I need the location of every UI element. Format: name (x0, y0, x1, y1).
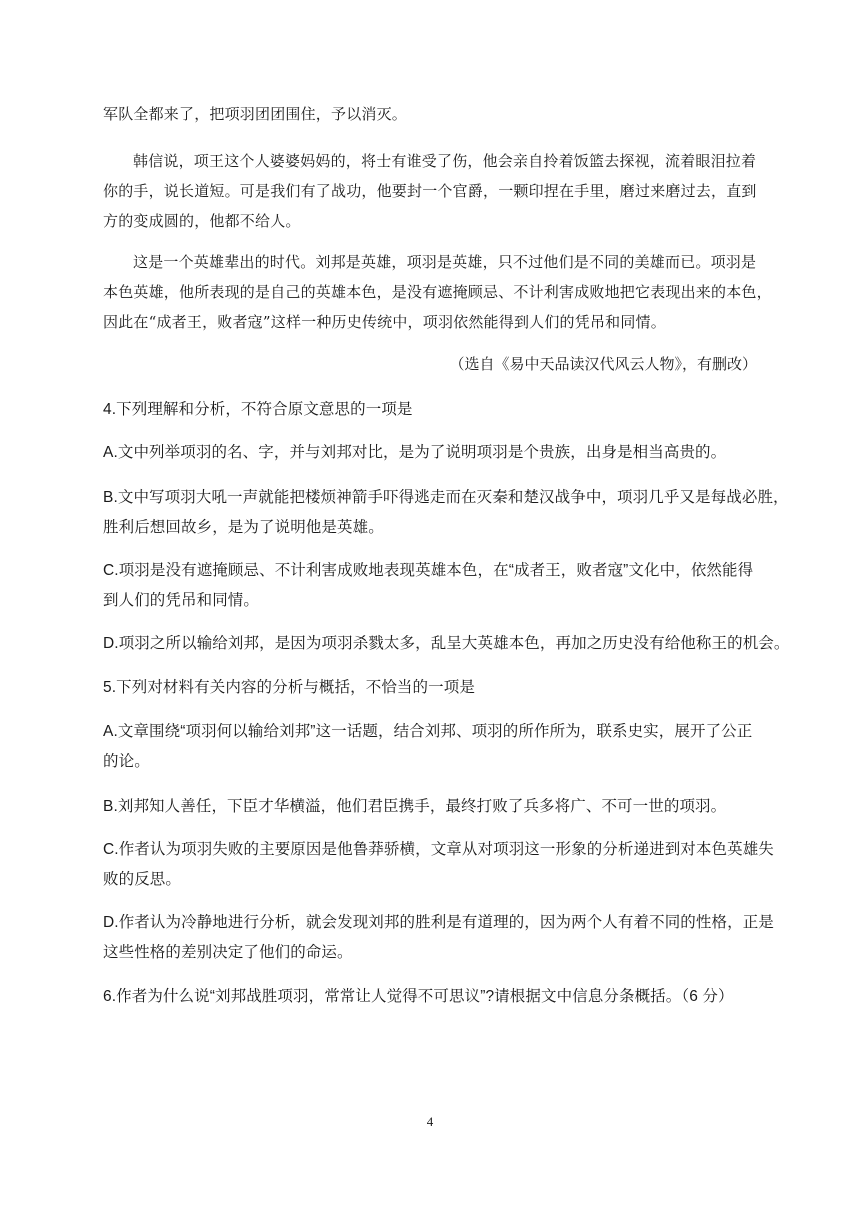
passage-line: 韩信说，项王这个人婆婆妈妈的，将士有谁受了伤，他会亲自拎着饭篮去探视，流着眼泪拉着 (133, 152, 757, 170)
question-5-option-b: B.刘邦知人善任，下臣才华横溢，他们君臣携手，最终打败了兵多将广、不可一世的项羽。 (103, 798, 727, 815)
question-5-option-d: D.作者认为冷静地进行分析，就会发现刘邦的胜利是有道理的，因为两个人有着不同的性格，正是 (103, 914, 774, 931)
page-number: 4 (426, 1114, 434, 1129)
question-4-option-a: A.文中列举项羽的名、字，并与刘邦对比，是为了说明项羽是个贵族，出身是相当高贵的。 (103, 444, 727, 461)
passage-line: 这是一个英雄辈出的时代。刘邦是英雄，项羽是英雄，只不过他们是不同的美雄而已。项羽是 (133, 253, 757, 271)
question-4-option-b-cont: 胜利后想回故乡，是为了说明他是英雄。 (103, 519, 384, 536)
question-5-option-c-cont: 败的反思。 (103, 871, 182, 888)
question-5-option-c: C.作者认为项羽失败的主要原因是他鲁莽骄横，文章从对项羽这一形象的分析递进到对本色英雄失 (103, 841, 774, 858)
source-citation: （选自《易中天品读汉代风云人物》，有删改） (449, 355, 757, 373)
question-4-stem: 4.下列理解和分析，不符合原文意思的一项是 (103, 401, 413, 418)
question-6-stem: 6.作者为什么说“刘邦战胜项羽，常常让人觉得不可思议”?请根据文中信息分条概括。（6 分） (103, 988, 734, 1005)
question-5-option-a-cont: 的论。 (103, 753, 150, 770)
passage-line: 因此在“成者王，败者寇”这样一种历史传统中，项羽依然能得到人们的凭吊和同情。 (103, 313, 666, 331)
passage-line: 方的变成圆的，他都不给人。 (103, 212, 301, 230)
question-4-option-d: D.项羽之所以输给刘邦，是因为项羽杀戮太多，乱呈大英雄本色，再加之历史没有给他称王的机会。 (103, 635, 790, 652)
question-4-option-b: B.文中写项羽大吼一声就能把楼烦神箭手吓得逃走而在灭秦和楚汉战争中，项羽几乎又是每战必胜， (103, 489, 789, 506)
passage-line: 军队全都来了，把项羽团团围住，予以消灭。 (103, 105, 408, 123)
passage-line: 本色英雄，他所表现的是自己的英雄本色，是没有遮掩顾忌、不计利害成败地把它表现出来的本色， (103, 283, 772, 301)
question-5-option-a: A.文章围绕“项羽何以输给刘邦”这一话题，结合刘邦、项羽的所作所为，联系史实，展开了公正 (103, 723, 753, 740)
passage-line: 你的手，说长道短。可是我们有了战功，他要封一个官爵，一颗印捏在手里，磨过来磨过去，直到 (103, 182, 757, 200)
question-4-option-c: C.项羽是没有遮掩顾忌、不计利害成败地表现英雄本色，在“成者王，败者寇”文化中，依然能得 (103, 562, 754, 579)
question-5-stem: 5.下列对材料有关内容的分析与概括，不恰当的一项是 (103, 679, 475, 696)
question-4-option-c-cont: 到人们的凭吊和同情。 (103, 592, 260, 609)
question-5-option-d-cont: 这些性格的差别决定了他们的命运。 (103, 944, 353, 961)
